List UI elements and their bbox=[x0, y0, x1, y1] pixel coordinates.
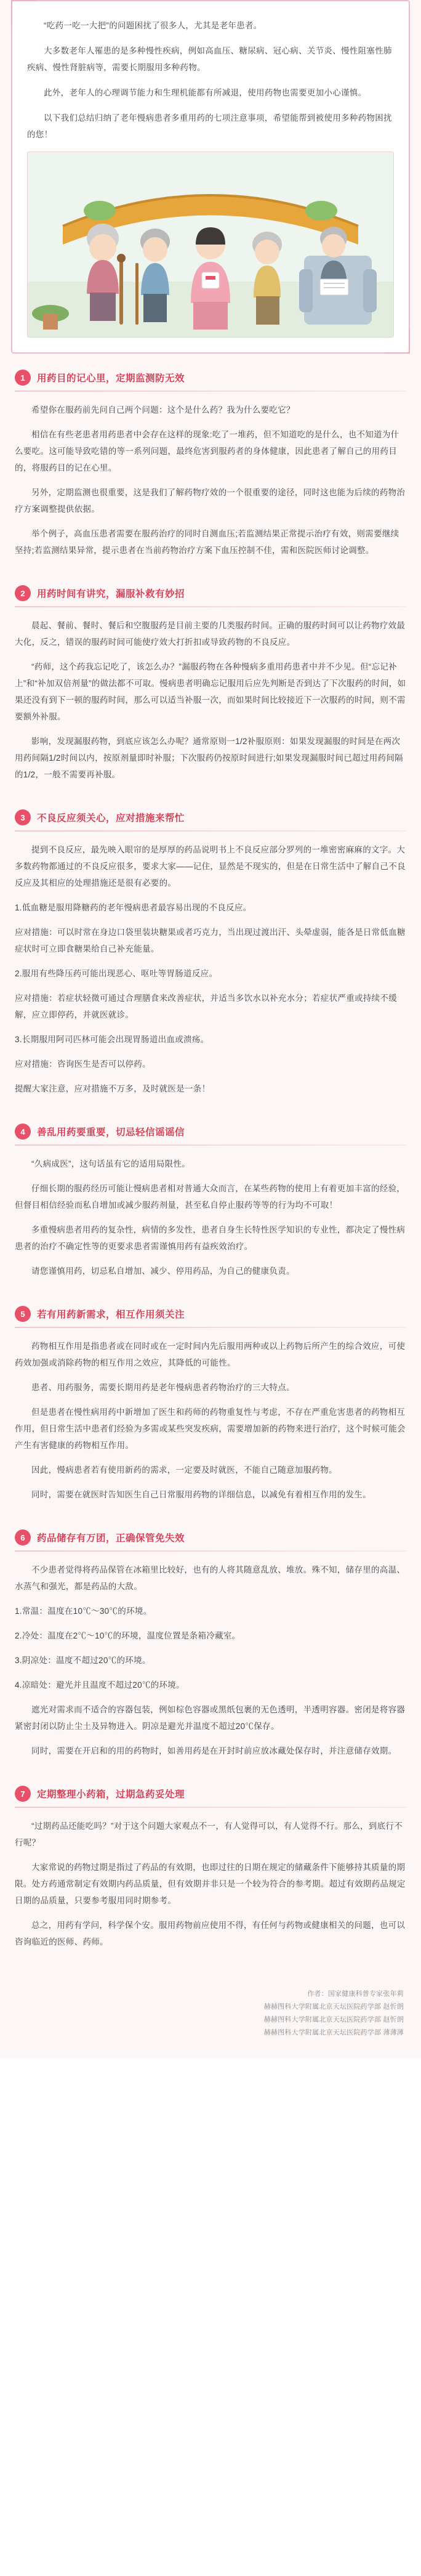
section-paragraph: 应对措施：咨询医生是否可以停药。 bbox=[15, 1059, 151, 1069]
section-paragraph: 3.长期服用阿司匹林可能会出现胃肠道出血或溃疡。 bbox=[15, 1035, 209, 1044]
section-3 bbox=[11, 793, 410, 1108]
section-paragraph: 提到不良反应，最先映入眼帘的是厚厚的药品说明书上不良反应部分罗列的一堆密密麻麻的文字。大多数药物都通过的不良反应很多，要求大家——记住，显然是不现实的，但是在日常生活中了解自己不良反应及其相应的处理措施还是很有必要的。 bbox=[15, 845, 406, 888]
section-title: 不良反应须关心，应对措施来帮忙 bbox=[37, 813, 185, 824]
section-paragraph: 举个例子，高血压患者需要在服药治疗的同时自测血压;若监测结果正常提示治疗有效，则需要继续坚持;若监测结果异常，提示患者在当前药物治疗方案下血压控制不佳，需和医院医师讨论调整。 bbox=[15, 529, 399, 555]
section-paragraph: 药物相互作用是指患者或在同时或在一定时间内先后服用两种或以上药物后所产生的综合效应，可使药效加强或消除药物的相互作用之效应，其降低的可能性。 bbox=[15, 1342, 406, 1367]
section-paragraph: 仔细长期的服药经历可能让慢病患者相对普通大众而言，在某些药物的使用上有着更加丰富的经验，但督目相信经验而私自增加或减少服药剂量，甚至私自停止服药等等的行为均不可取！ bbox=[15, 1184, 406, 1210]
section-title: 若有用药新需求，相互作用须关注 bbox=[37, 1310, 185, 1320]
section-header bbox=[15, 1529, 406, 1545]
illustration-container bbox=[27, 152, 394, 338]
section-paragraph: 但是患者在慢性病用药中新增加了医生和药师的药物重复性与考虑，不存在严重危害患者的药物相互作用，但日常生活中患者们经验为多需或某些突发疾病，需要增加新的药物来进行治疗，这个时候可能会产生有害健康的药物相互作用。 bbox=[15, 1407, 406, 1450]
section-5 bbox=[11, 1290, 410, 1513]
section-title: 用药目的记心里，定期监测防无效 bbox=[37, 373, 185, 384]
section-paragraph: 患者、用药服务，需要长期用药是老年慢病患者药物治疗的三大特点。 bbox=[31, 1383, 295, 1392]
section-title: 用药时间有讲究，漏服补救有妙招 bbox=[37, 589, 185, 599]
section-2 bbox=[11, 569, 410, 793]
footer-credits bbox=[11, 1979, 410, 2046]
section-paragraph: 同时，需要在开启和的用的药物时，如善用药是在开封时前应放冰藏处保存时，并注意储存效期。 bbox=[31, 1746, 397, 1756]
section-paragraph: 1.常温：温度在10℃～30℃的环境。 bbox=[15, 1606, 152, 1616]
section-divider bbox=[15, 1550, 406, 1552]
section-number-badge: 3 bbox=[15, 809, 31, 825]
intro-paragraph: 此外，老年人的心理调节能力和生理机能都有所减退，使用药物也需要更加小心谨慎。 bbox=[44, 88, 367, 97]
section-header bbox=[15, 585, 406, 601]
footer-line: 赫赫图科大学附属北京天坛医院药学部 薄薄薄 bbox=[263, 2028, 404, 2036]
elderly-patients-illustration bbox=[28, 152, 393, 337]
section-paragraph: 遮光对需求而不适合的容器包装，例如棕色容器或黑纸包裹的无色透明，半透明容器。密闭是将容器紧密封闭以防止尘土及异物进入。阴凉是避光并温度不超过20℃保存。 bbox=[15, 1705, 406, 1731]
section-paragraph: 大家常说的药物过期是指过了药品的有效期，也即过往的日期在规定的储藏条件下能够持其质量的期限。处方药通常制定有效期内药品质量，但有效期并非只是一个较为符合的参考期。超过有效期药品规定日期的品质量，只要参考服用同时期参考。 bbox=[15, 1863, 406, 1905]
intro-block bbox=[11, 0, 410, 354]
section-divider bbox=[15, 1144, 406, 1146]
section-paragraph: “久病成医”，这句话虽有它的适用局限性。 bbox=[31, 1159, 190, 1169]
section-paragraph: 晨起、餐前、餐时、餐后和空腹服药是目前主要的几类服药时间。正确的服药时间可以让药物疗效最大化，反之，错误的服药时间可能使疗效大打折扣或导致药物的不良反应。 bbox=[15, 621, 406, 647]
corner-decoration-top-left bbox=[11, 0, 36, 25]
section-paragraph: 3.阴凉处：温度不超过20℃的环境。 bbox=[15, 1656, 151, 1665]
section-divider bbox=[15, 830, 406, 832]
section-paragraph: 总之，用药有学问，科学保个安。服用药物前应使用不得，有任何与药物或健康相关的问题，也可以咨询临近的医师、药师。 bbox=[15, 1921, 406, 1946]
section-divider bbox=[15, 391, 406, 392]
footer-line: 赫赫图科大学附属北京天坛医院药学部 赵忻朗 bbox=[263, 2003, 404, 2011]
section-number-badge: 6 bbox=[15, 1529, 31, 1545]
section-paragraph: 2.冷处：温度在2℃～10℃的环境，温度位置是条箱冷藏室。 bbox=[15, 1631, 241, 1640]
footer-line: 作者：国家健康科普专家张年莉 bbox=[307, 1990, 404, 1998]
section-title: 善乱用药要重要，切忌轻信谣谣信 bbox=[37, 1127, 185, 1138]
footer-line: 赫赫图科大学附属北京天坛医院药学部 赵忻朗 bbox=[263, 2015, 404, 2023]
section-title: 药品储存有万团，正确保管免失效 bbox=[37, 1533, 185, 1544]
intro-paragraph: “吃药一吃一大把”的问题困扰了很多人，尤其是老年患者。 bbox=[44, 21, 262, 30]
section-header bbox=[15, 1306, 406, 1322]
corner-decoration-bottom-right bbox=[385, 329, 410, 354]
section-paragraph: “药师，这个药我忘记吃了，该怎么办？”漏服药物在各种慢病多重用药患者中并不少见。但“忘记补上”和“补加双倍剂量”的做法都不可取。慢病患者明确忘记服用后应先判断是否到达了下次服药的时间，如果还没有到下一顿的服药时间，那么可以适当补服一次，而如果时间比较接近下一次服药的时间，则不需要额外补服。 bbox=[15, 662, 406, 721]
section-4 bbox=[11, 1108, 410, 1290]
section-number-badge: 2 bbox=[15, 585, 31, 601]
section-paragraph: 相信在有些老患者用药患者中会存在这样的现象:吃了一堆药，但不知道吃的是什么，也不知道为什么要吃。这可能导致吃错的等一系列问题，最终危害到服药者的身体健康，因此患者了解自己的用药目的，将服药目的记在心里。 bbox=[15, 430, 399, 472]
section-6 bbox=[11, 1513, 410, 1770]
section-paragraph: 请您谨慎用药，切忌私自增加、减少、停用药品，为自己的健康负责。 bbox=[31, 1266, 295, 1276]
section-paragraph: 4.凉暗处：避光并且温度不超过20℃的环境。 bbox=[15, 1680, 185, 1690]
section-number-badge: 4 bbox=[15, 1124, 31, 1140]
section-paragraph: 应对措施：若症状轻微可通过合理膳食来改善症状，并适当多饮水以补充水分；若症状严重或持续不缓解，应立即停药，并就医就诊。 bbox=[15, 994, 397, 1019]
section-paragraph: 影响，发现漏服药物，到底应该怎么办呢？通常原则一1/2补服原则：如果发现漏服的时间是在两次用药间隔1/2时间以内，按原剂量即时补服；下次服药仍按原时间进行;如果发现漏服时间已超过用药间隔的1/2，一般不需要再补服。 bbox=[15, 737, 403, 779]
section-title: 定期整理小药箱，过期急药妥处理 bbox=[37, 1789, 185, 1800]
section-paragraph: 多重慢病患者用药的复杂性，病情的多发性，患者自身生长特性医学知识的专业性，都决定了慢性病患者的治疗不确定性等的更要求患者需谨慎用药有益疾效治疗。 bbox=[15, 1225, 406, 1251]
section-paragraph: 另外，定期监测也很重要，这是我们了解药物疗效的一个很重要的途径，同时这也能为后续的药物治疗方案调整提供依据。 bbox=[15, 488, 406, 514]
section-divider bbox=[15, 1327, 406, 1328]
section-1 bbox=[11, 354, 410, 569]
section-paragraph: 2.服用有些降压药可能出现恶心、呕吐等胃肠道反应。 bbox=[15, 969, 218, 978]
section-paragraph: “过期药品还能吃吗？”对于这个问题大家观点不一，有人觉得可以，有人觉得不行。那么，到底行不行呢？ bbox=[15, 1821, 403, 1847]
section-divider bbox=[15, 606, 406, 607]
section-header bbox=[15, 370, 406, 386]
intro-paragraph: 以下我们总结归纳了老年慢病患者多重用药的七项注意事项，希望能帮到被使用多种药物困扰的您！ bbox=[27, 113, 392, 139]
section-paragraph: 因此，慢病患者若有使用新药的需求，一定要及时就医，不能自己随意加服药物。 bbox=[31, 1465, 337, 1475]
section-number-badge: 5 bbox=[15, 1306, 31, 1322]
section-header bbox=[15, 1786, 406, 1802]
section-number-badge: 1 bbox=[15, 370, 31, 386]
section-header bbox=[15, 809, 406, 825]
section-paragraph: 同时，需要在就医时告知医生自己日常服用药物的详细信息，以减免有着相互作用的发生。 bbox=[31, 1490, 371, 1499]
section-paragraph: 应对措施：可以时常在身边口袋里装块糖果或者巧克力，当出现过渡出汗、头晕虚弱，能各是日常低血糖症状时可立即食糖果给自己补充能量。 bbox=[15, 928, 406, 954]
intro-paragraph: 大多数老年人罹患的是多种慢性疾病，例如高血压、糖尿病、冠心病、关节炎、慢性阻塞性肺疾病、慢性肾脏病等，需要长期服用多种药物。 bbox=[27, 46, 392, 72]
section-divider bbox=[15, 1807, 406, 1808]
section-paragraph: 提醒大家注意，应对措施不万多，及时就医是一条！ bbox=[15, 1084, 210, 1093]
section-7 bbox=[11, 1770, 410, 1961]
section-paragraph: 1.低血糖是服用降糖药的老年慢病患者最容易出现的不良反应。 bbox=[15, 903, 252, 912]
section-paragraph: 希望你在服药前先问自己两个问题：这个是什么药？我为什么要吃它？ bbox=[31, 405, 295, 415]
section-paragraph: 不少患者觉得将药品保管在冰箱里比较好，也有的人将其随意乱放、堆放。殊不知，储存里的高温、水蒸气和强光，都是药品的大敌。 bbox=[15, 1565, 406, 1591]
section-number-badge: 7 bbox=[15, 1786, 31, 1802]
section-header bbox=[15, 1124, 406, 1140]
